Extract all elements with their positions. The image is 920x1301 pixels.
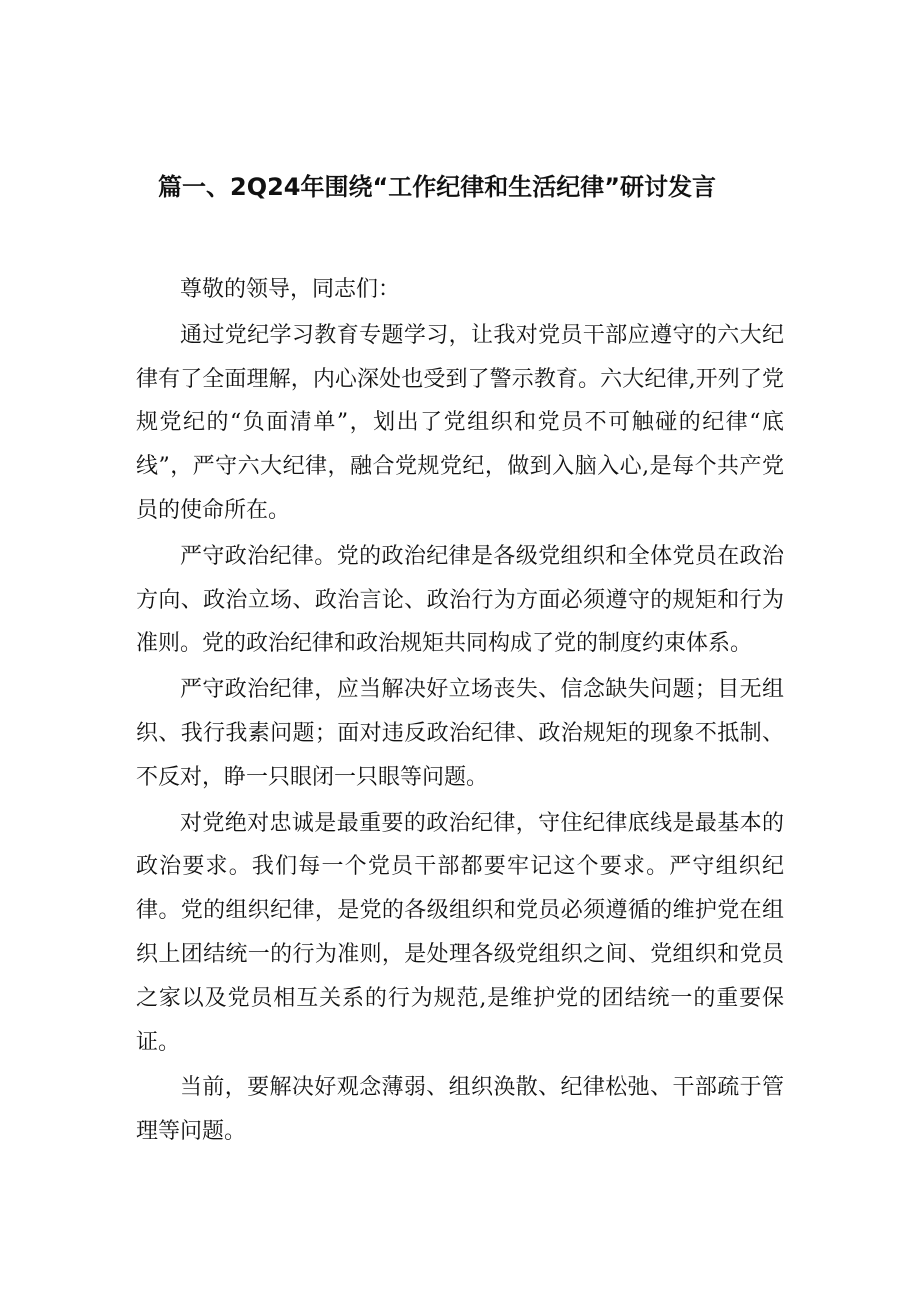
- greeting: 尊敬的领导，同志们：: [180, 277, 401, 302]
- document-body: [136, 268, 784, 1154]
- document-title: 篇一、2Q24年围绕“工作纪律和生活纪律”研讨发言: [158, 173, 717, 201]
- paragraph-current-issues: 当前，要解决好观念薄弱、组织涣散、纪律松弛、干部疏于管理等问题。: [136, 1075, 784, 1145]
- paragraph-organizational-discipline: 对党绝对忠诚是最重要的政治纪律，守住纪律底线是最基本的政治要求。我们每一个党员干部都要牢记这个要求。严守组织纪律。党的组织纪律，是党的各级组织和党员必须遵循的维护党在组织上团结统一的行为准则，是处理各级党组织之间、党组织和党员之家以及党员相互关系的行为规范,是维护党的团结统一的重要保证。: [136, 810, 784, 1055]
- paragraph-political-problems: 严守政治纪律，应当解决好立场丧失、信念缺失问题；目无组织、我行我素问题；面对违反政治纪律、政治规矩的现象不抵制、不反对，睁一只眼闭一只眼等问题。: [136, 677, 784, 790]
- paragraph-intro: 通过党纪学习教育专题学习，让我对党员干部应遵守的六大纪律有了全面理解，内心深处也受到了警示教育。六大纪律,开列了党规党纪的“负面清单”，划出了党组织和党员不可触碰的纪律“底线”，严守六大纪律，融合党规党纪，做到入脑入心,是每个共产党员的使命所在。: [136, 322, 784, 523]
- paragraph-political-discipline: 严守政治纪律。党的政治纪律是各级党组织和全体党员在政治方向、政治立场、政治言论、政治行为方面必须遵守的规矩和行为准则。党的政治纪律和政治规矩共同构成了党的制度约束体系。: [136, 543, 784, 657]
